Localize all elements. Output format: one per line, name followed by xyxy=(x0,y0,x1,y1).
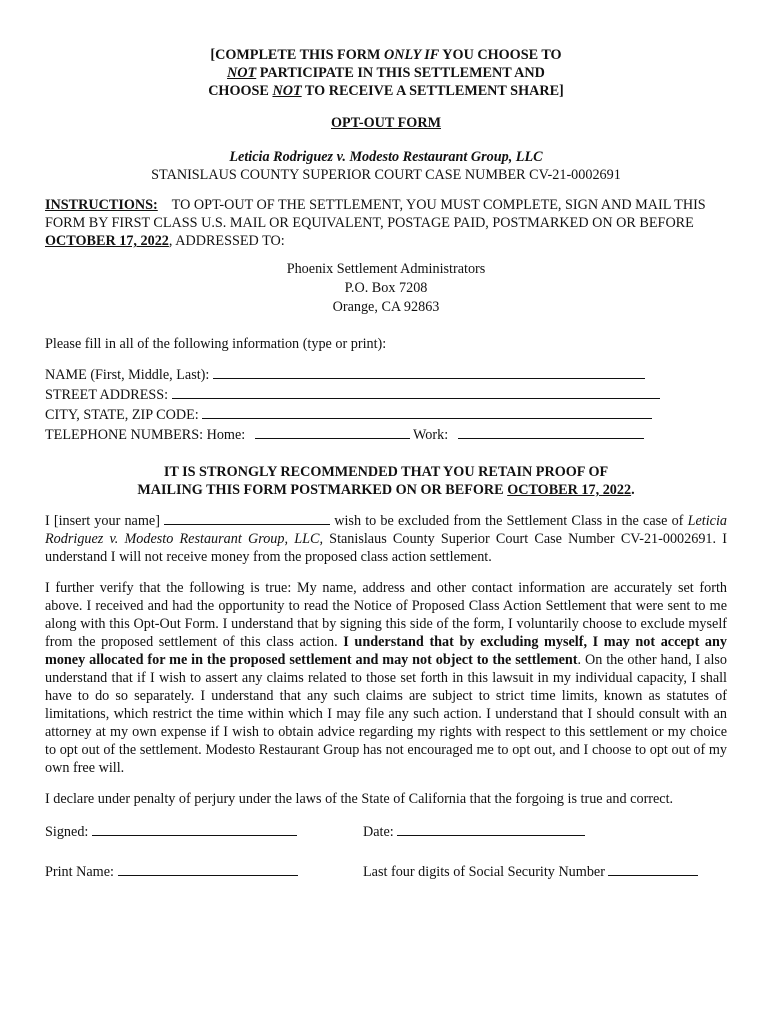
signature-field[interactable] xyxy=(92,822,297,836)
name-field[interactable] xyxy=(213,365,645,379)
perjury-declaration: I declare under penalty of perjury under the laws of the State of California that the forgoing is true and correct. xyxy=(45,791,674,807)
court-case-number: STANISLAUS COUNTY SUPERIOR COURT CASE NUMBER CV-21-0002691 xyxy=(151,167,621,183)
name-label: NAME (First, Middle, Last): xyxy=(45,367,210,383)
signed-label: Signed: xyxy=(45,824,89,840)
city-label: CITY, STATE, ZIP CODE: xyxy=(45,407,199,423)
print-name-field[interactable] xyxy=(118,862,298,876)
ssn-label: Last four digits of Social Security Number xyxy=(363,864,605,880)
work-phone-field[interactable] xyxy=(458,425,644,439)
case-name: Leticia Rodriguez v. Modesto Restaurant Group, LLC xyxy=(229,149,543,165)
form-title: OPT-OUT FORM xyxy=(331,115,441,131)
date-field[interactable] xyxy=(397,822,585,836)
verification-paragraph: I further verify that the following is true: My name, address and other contact information are accurately set forth above. I received and had the opportunity to read the Notice of Proposed Class Action Settlement that were sent to me along with this Opt-Out Form. I understand that by signing this side of the form, I voluntarily choose to exclude myself from the proposed settlement of this class action. I understand that by excluding myself, I may not accept any money allocated for me in the proposed settlement and may not object to the settlement. On the other hand, I also understand that if I wish to assert any claims related to those set forth in this lawsuit in my individual capacity, I shall have to do so separately. I understand that any such claims are subject to strict time limits, known as statutes of limitations, which restrict the time within which I may file any such action. I understand that I should consult with an attorney at my own expense if I wish to obtain advice regarding my rights with respect to this settlement or my choice to opt out of the settlement. Modesto Restaurant Group has not encouraged me to opt out, and I choose to opt out of my own free will. xyxy=(45,580,728,776)
opt-out-form-page xyxy=(45,46,727,882)
insert-name-field[interactable] xyxy=(164,511,330,525)
print-name-label: Print Name: xyxy=(45,864,114,880)
street-label: STREET ADDRESS: xyxy=(45,387,169,403)
home-phone-field[interactable] xyxy=(255,425,410,439)
proof-of-mailing-warning: IT IS STRONGLY RECOMMENDED THAT YOU RETAIN PROOF OF MAILING THIS FORM POSTMARKED ON OR BEFORE OCTOBER 17, 2022. xyxy=(137,464,635,498)
case-caption xyxy=(45,148,727,184)
instructions-label: INSTRUCTIONS: xyxy=(45,197,158,213)
deadline-date: OCTOBER 17, 2022 xyxy=(45,233,169,249)
city-field-row xyxy=(45,405,727,425)
print-name-row xyxy=(45,862,727,882)
name-field-row xyxy=(45,365,727,385)
instructions: INSTRUCTIONS: TO OPT-OUT OF THE SETTLEMENT, YOU MUST COMPLETE, SIGN AND MAIL THIS FORM BY FIRST CLASS U.S. MAIL OR EQUIVALENT, POSTAGE PAID, POSTMARKED ON OR BEFORE OCTOBER 17, 2022, ADDRESSED TO: xyxy=(45,197,710,249)
date-label: Date: xyxy=(363,824,394,840)
warning-deadline-date: OCTOBER 17, 2022 xyxy=(507,482,632,498)
mailing-address: Phoenix Settlement Administrators P.O. Box 7208 Orange, CA 92863 xyxy=(286,261,486,315)
street-field-row xyxy=(45,385,727,405)
street-address-field[interactable] xyxy=(172,385,660,399)
work-phone-label: Work: xyxy=(413,427,449,443)
header-line-3: CHOOSE NOT TO RECEIVE A SETTLEMENT SHARE] xyxy=(208,83,564,99)
signature-row xyxy=(45,822,727,842)
city-state-zip-field[interactable] xyxy=(202,405,652,419)
header-line-1: [COMPLETE THIS FORM ONLY IF YOU CHOOSE TO xyxy=(210,47,562,63)
home-phone-label: TELEPHONE NUMBERS: Home: xyxy=(45,427,246,443)
ssn-last-four-field[interactable] xyxy=(608,862,698,876)
form-header xyxy=(45,46,727,100)
phone-field-row xyxy=(45,425,727,445)
contact-fields xyxy=(45,365,727,445)
exclusion-statement: I [insert your name] wish to be excluded from the Settlement Class in the case of Leticia Rodriguez v. Modesto Restaurant Group, LLC, Stanislaus County Superior Court Case Number CV-21-0002691. I understand I will not receive money from the proposed class action settlement. xyxy=(45,513,727,565)
fill-instructions: Please fill in all of the following information (type or print): xyxy=(45,336,387,352)
header-line-2: NOT PARTICIPATE IN THIS SETTLEMENT AND xyxy=(227,65,545,81)
